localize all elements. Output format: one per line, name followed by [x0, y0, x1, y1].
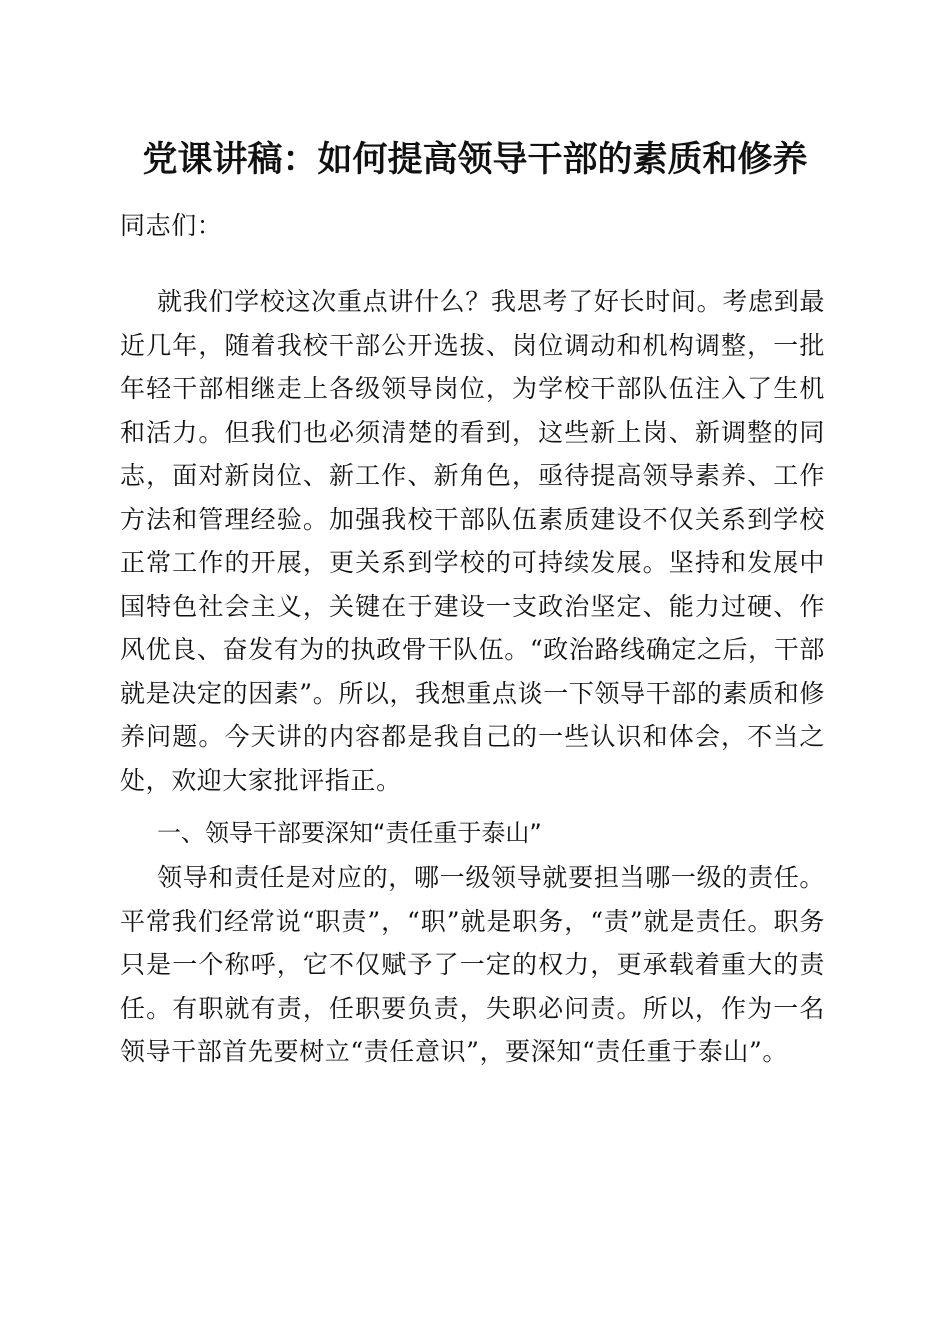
document-title: 党课讲稿：如何提高领导干部的素质和修养 — [142, 139, 808, 180]
paragraph-intro: 就我们学校这次重点讲什么？我思考了好长时间。考虑到最近几年，随着我校干部公开选拔、岗位调动和机构调整，一批年轻干部相继走上各级领导岗位，为学校干部队伍注入了生机和活力。但我们也必须清楚的看到，这些新上岗、新调整的同志，面对新岗位、新工作、新角色，亟待提高领导素养、工作方法和管理经验。加强我校干部队伍素质建设不仅关系到学校正常工作的开展，更关系到学校的可持续发展。坚持和发展中国特色社会主义，关键在于建设一支政治坚定、能力过硬、作风优良、奋发有为的执政骨干队伍。“政治路线确定之后，干部就是决定的因素”。所以，我想重点谈一下领导干部的素质和修养问题。今天讲的内容都是我自己的一些认识和体会，不当之处，欢迎大家批评指正。 — [120, 287, 825, 795]
section-heading-1: 一、领导干部要深知“责任重于泰山” — [157, 819, 542, 847]
salutation: 同志们： — [120, 211, 223, 240]
paragraph-responsibility: 领导和责任是对应的，哪一级领导就要担当哪一级的责任。平常我们经常说“职责”，“职”就是职务，“责”就是责任。职务只是一个称呼，它不仅赋予了一定的权力，更承载着重大的责任。有职就有责，任职要负责，失职必问责。所以，作为一名领导干部首先要树立“责任意识”，要深知“责任重于泰山”。 — [120, 863, 825, 1066]
